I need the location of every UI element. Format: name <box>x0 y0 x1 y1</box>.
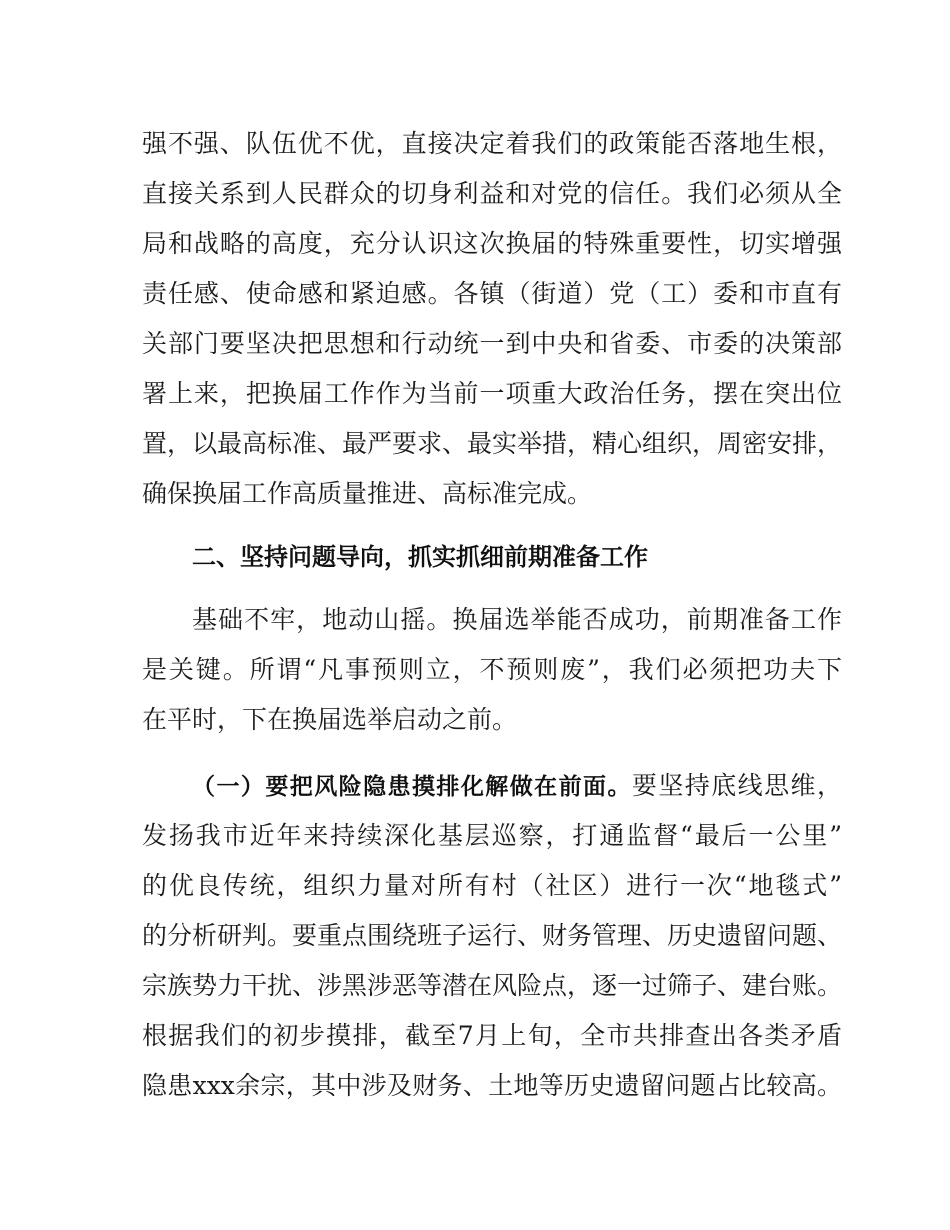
paragraph-3-line: 宗族势力干扰、涉黑涉恶等潜在风险点，逐一过筛子、建台账。 <box>142 971 843 1000</box>
paragraph-3-line: 根据我们的初步摸排，截至7月上旬，全市共排查出各类矛盾 <box>142 1021 842 1050</box>
paragraph-1-line: 局和战略的高度，充分认识这次换届的特殊重要性，切实增强 <box>142 229 842 258</box>
paragraph-2-line: 是关键。所谓“凡事预则立，不预则废”，我们必须把功夫下 <box>142 655 842 684</box>
paragraph-1-line: 关部门要坚决把思想和行动统一到中央和省委、市委的决策部 <box>142 329 842 358</box>
paragraph-3-line: 的分析研判。要重点围绕班子运行、财务管理、历史遗留问题、 <box>142 921 843 950</box>
section-heading: 二、坚持问题导向，抓实抓细前期准备工作 <box>192 543 648 571</box>
subsection-lead: （一）要把风险隐患摸排化解做在前面。 <box>192 774 632 800</box>
paragraph-3-first-line <box>192 766 842 806</box>
paragraph-1-line: 置，以最高标准、最严要求、最实举措，精心组织，周密安排， <box>142 429 843 458</box>
paragraph-3-line: 发扬我市近年来持续深化基层巡察，打通监督“最后一公里” <box>142 821 842 850</box>
paragraph-2-line: 基础不牢，地动山摇。换届选举能否成功，前期准备工作 <box>192 605 842 634</box>
paragraph-2-line: 在平时，下在换届选举启动之前。 <box>142 705 518 734</box>
paragraph-1-line: 直接关系到人民群众的切身利益和对党的信任。我们必须从全 <box>142 179 842 208</box>
paragraph-3-line: 隐患xxx余宗，其中涉及财务、土地等历史遗留问题占比较高。 <box>142 1071 842 1100</box>
paragraph-3-line: 的优良传统，组织力量对所有村（社区）进行一次“地毯式” <box>142 871 842 900</box>
paragraph-1-line: 强不强、队伍优不优，直接决定着我们的政策能否落地生根， <box>142 129 842 158</box>
paragraph-1-line: 确保换届工作高质量推进、高标准完成。 <box>142 479 593 508</box>
paragraph-1-line: 责任感、使命感和紧迫感。各镇（街道）党（工）委和市直有 <box>142 279 842 308</box>
paragraph-1-line: 署上来，把换届工作作为当前一项重大政治任务，摆在突出位 <box>142 379 842 408</box>
paragraph-3-first-line-rest: 要坚持底线思维， <box>631 771 842 800</box>
